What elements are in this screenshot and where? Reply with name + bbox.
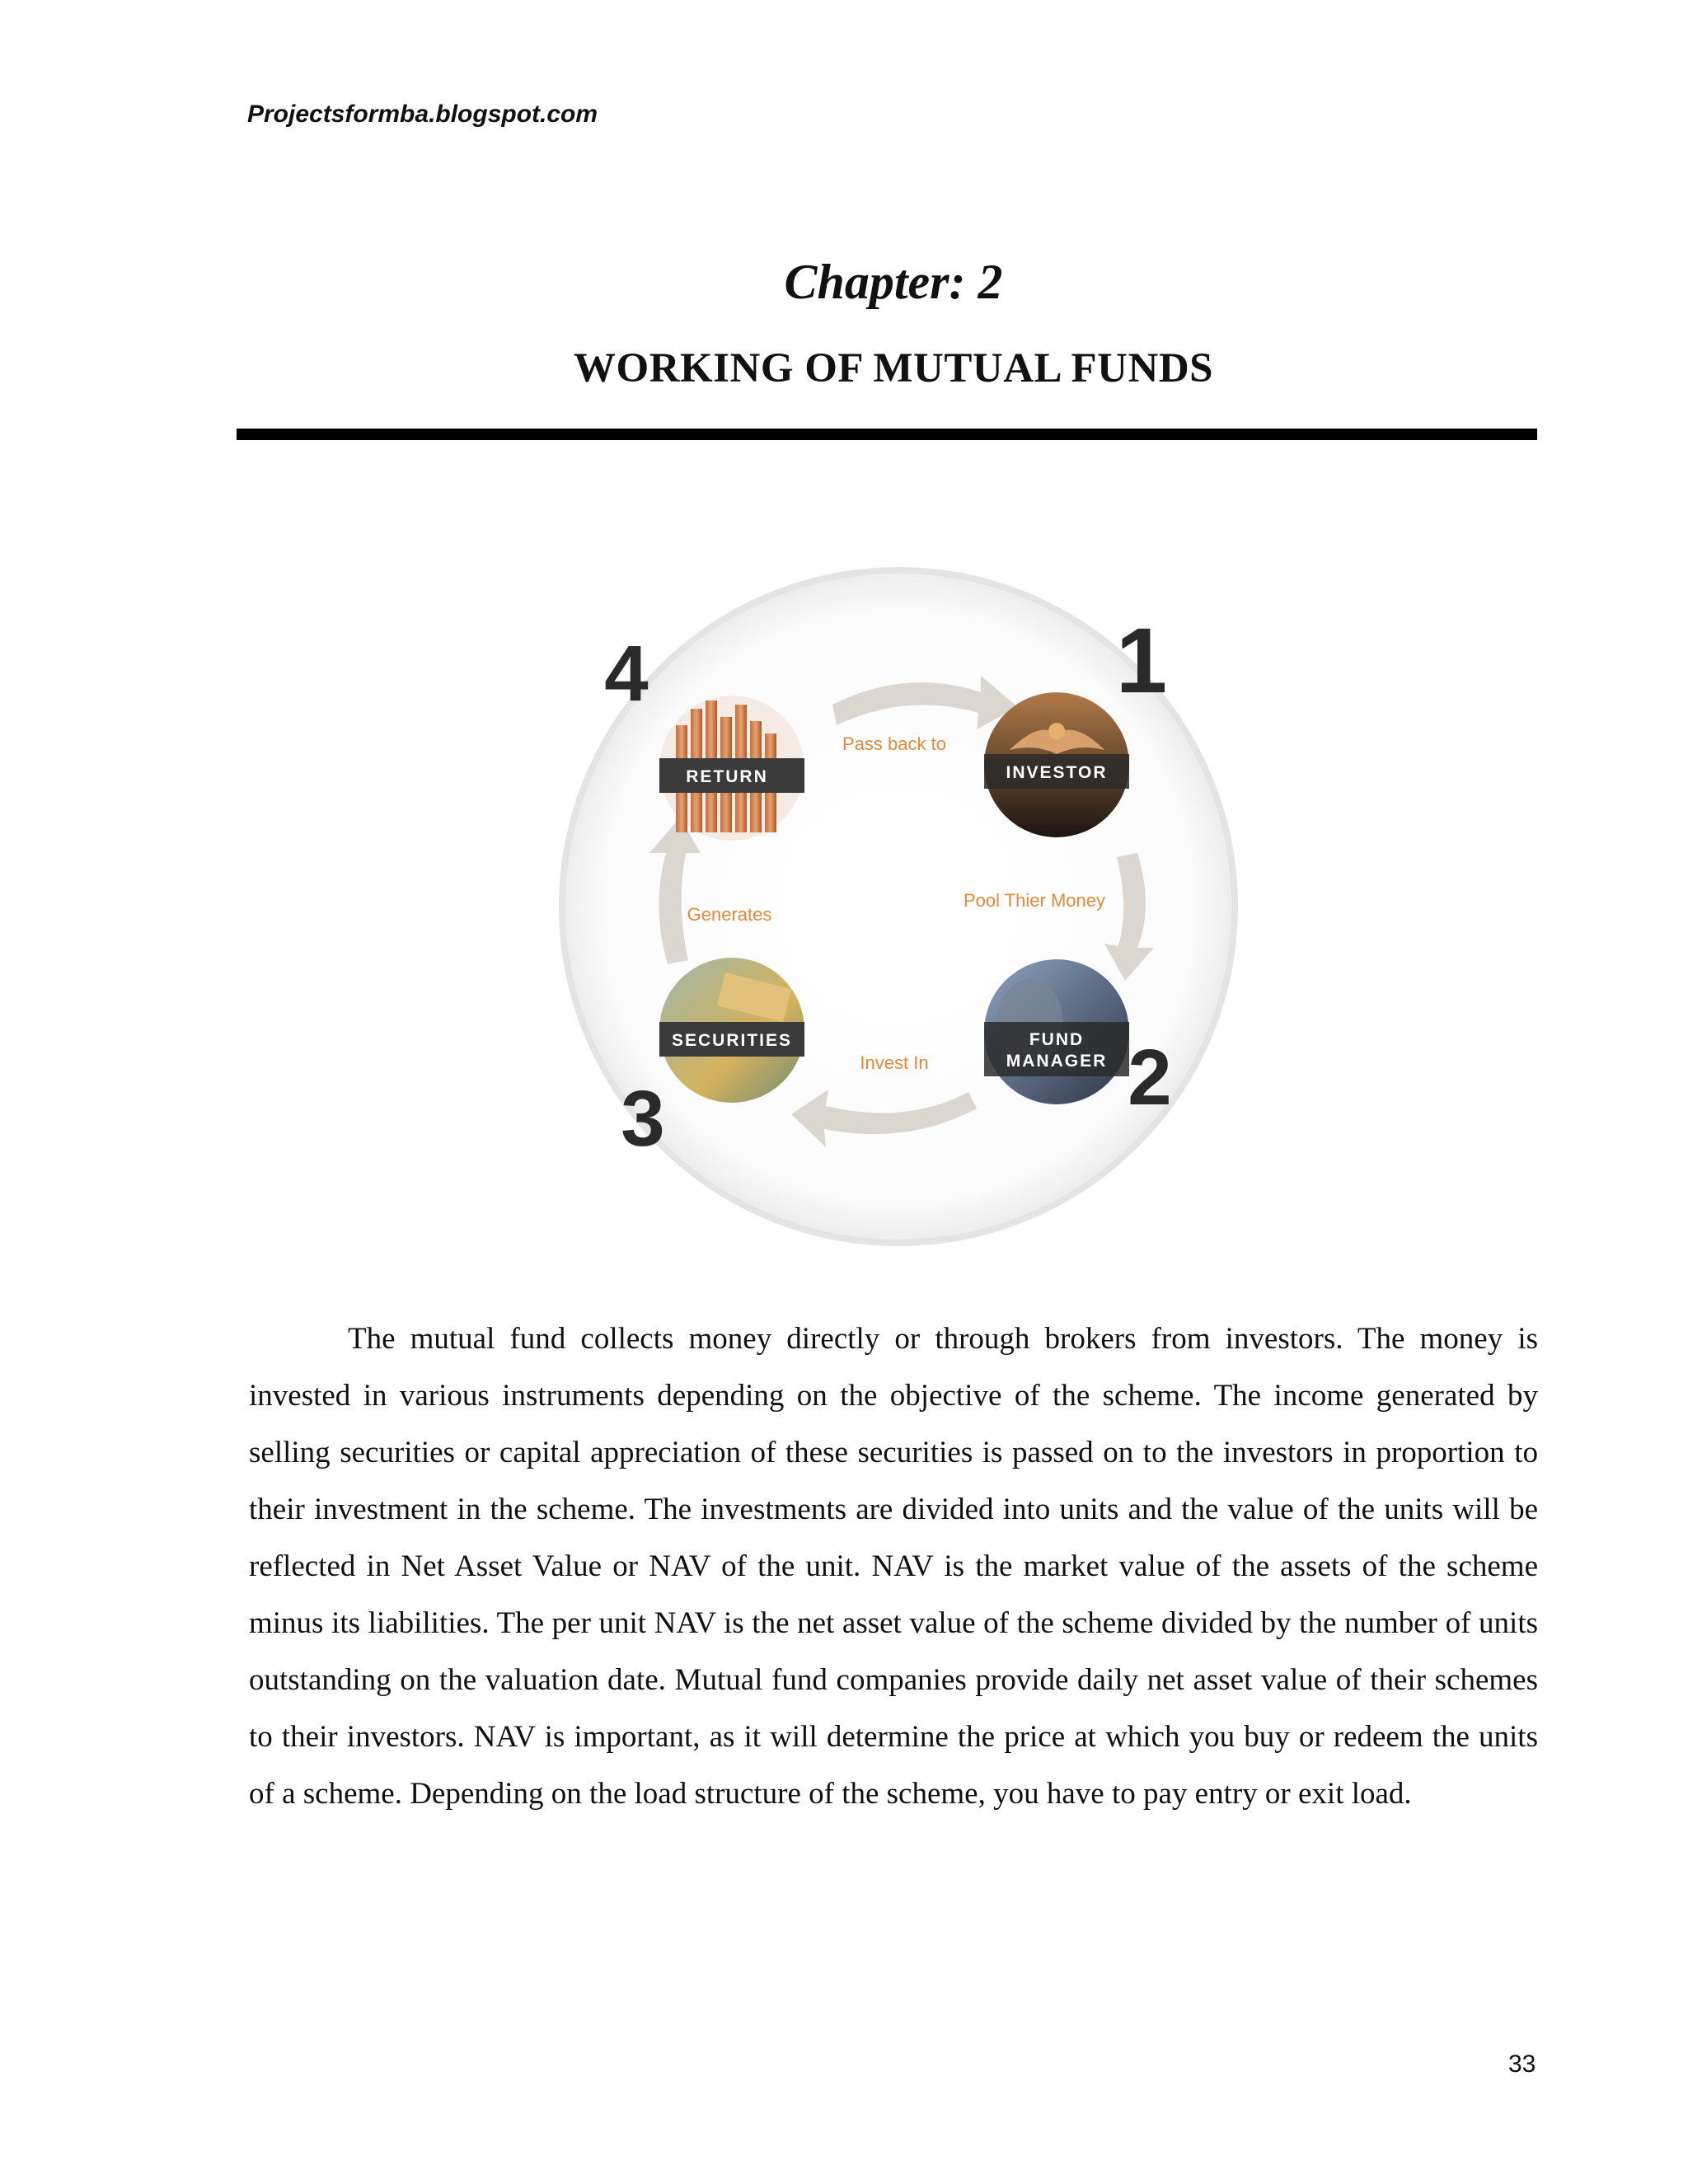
arrow-label-invest-in: Invest In [860, 1052, 929, 1073]
node-number-3: 3 [621, 1075, 665, 1163]
node-fund-manager [984, 959, 1129, 1104]
body-paragraph: The mutual fund collects money directly or through brokers from investors. The money is invested in various instruments depending on the objective of the scheme. The income generated by selling securities or capital appreciation of these securities is passed on to the investors in proportion to their investment in the scheme. The investments are divided into units and the value of the units will be reflected in Net Asset Value or NAV of the unit. NAV is the market value of the assets of the scheme minus its liabilities. The per unit NAV is the net asset value of the scheme divided by the number of units outstanding on the valuation date. Mutual fund companies provide daily net asset value of their schemes to their investors. NAV is important, as it will determine the price at which you buy or redeem the units of a scheme. Depending on the load structure of the scheme, you have to pay entry or exit load. [249, 1322, 1538, 1811]
page-number: 33 [1508, 2050, 1536, 2078]
node-return [659, 696, 804, 841]
mutual-fund-cycle-diagram [544, 560, 1253, 1253]
node-number-4: 4 [604, 630, 649, 718]
node-number-1: 1 [1115, 609, 1168, 712]
node-label-fund: FUND [1029, 1030, 1085, 1049]
node-number-2: 2 [1128, 1033, 1172, 1122]
header-site: Projectsformba.blogspot.com [247, 101, 598, 128]
title-rule [237, 429, 1537, 440]
node-label-investor: INVESTOR [1006, 763, 1108, 782]
arrow-label-pass-back-to: Pass back to [842, 733, 946, 754]
chapter-title: WORKING OF MUTUAL FUNDS [573, 345, 1214, 391]
chapter-label: Chapter: 2 [784, 255, 1003, 309]
node-label-manager: MANAGER [1006, 1052, 1108, 1071]
node-securities [659, 958, 804, 1103]
node-investor [984, 692, 1129, 837]
arrow-label-pool-money: Pool Thier Money [963, 890, 1106, 911]
node-label-return: RETURN [686, 767, 768, 786]
arrow-label-generates: Generates [687, 904, 772, 925]
node-label-securities: SECURITIES [671, 1031, 793, 1050]
